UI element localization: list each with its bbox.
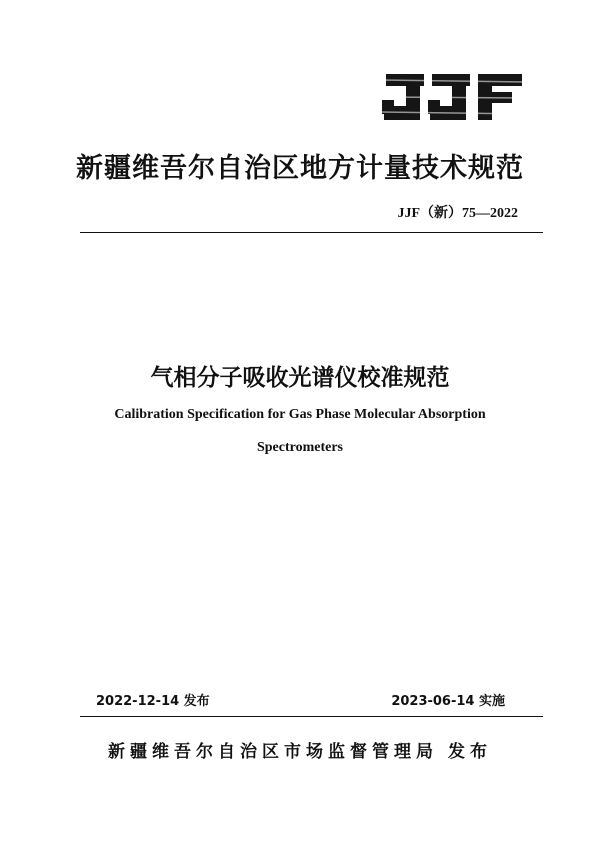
standard-code: JJF（新）75—2022 (397, 206, 518, 221)
region-standard-title: 新疆维吾尔自治区地方计量技术规范 (76, 153, 524, 184)
publisher-action: 发布 (448, 742, 492, 762)
publisher-name: 新疆维吾尔自治区市场监督管理局 (108, 742, 438, 762)
footer-divider (80, 716, 543, 717)
issue-date: 2022-12-14 发布 (96, 694, 210, 709)
document-title-en-line1: Calibration Specification for Gas Phase Molecular Absorption (114, 407, 486, 422)
header-divider (80, 232, 543, 233)
publisher-line (0, 737, 600, 762)
document-title-en-line2: Spectrometers (256, 440, 344, 455)
document-title-cn: 气相分子吸收光谱仪校准规范 (150, 365, 450, 391)
implementation-date: 2023-06-14 实施 (391, 694, 505, 709)
jjf-logo (380, 70, 526, 130)
jjf-logo-mark (380, 70, 526, 130)
